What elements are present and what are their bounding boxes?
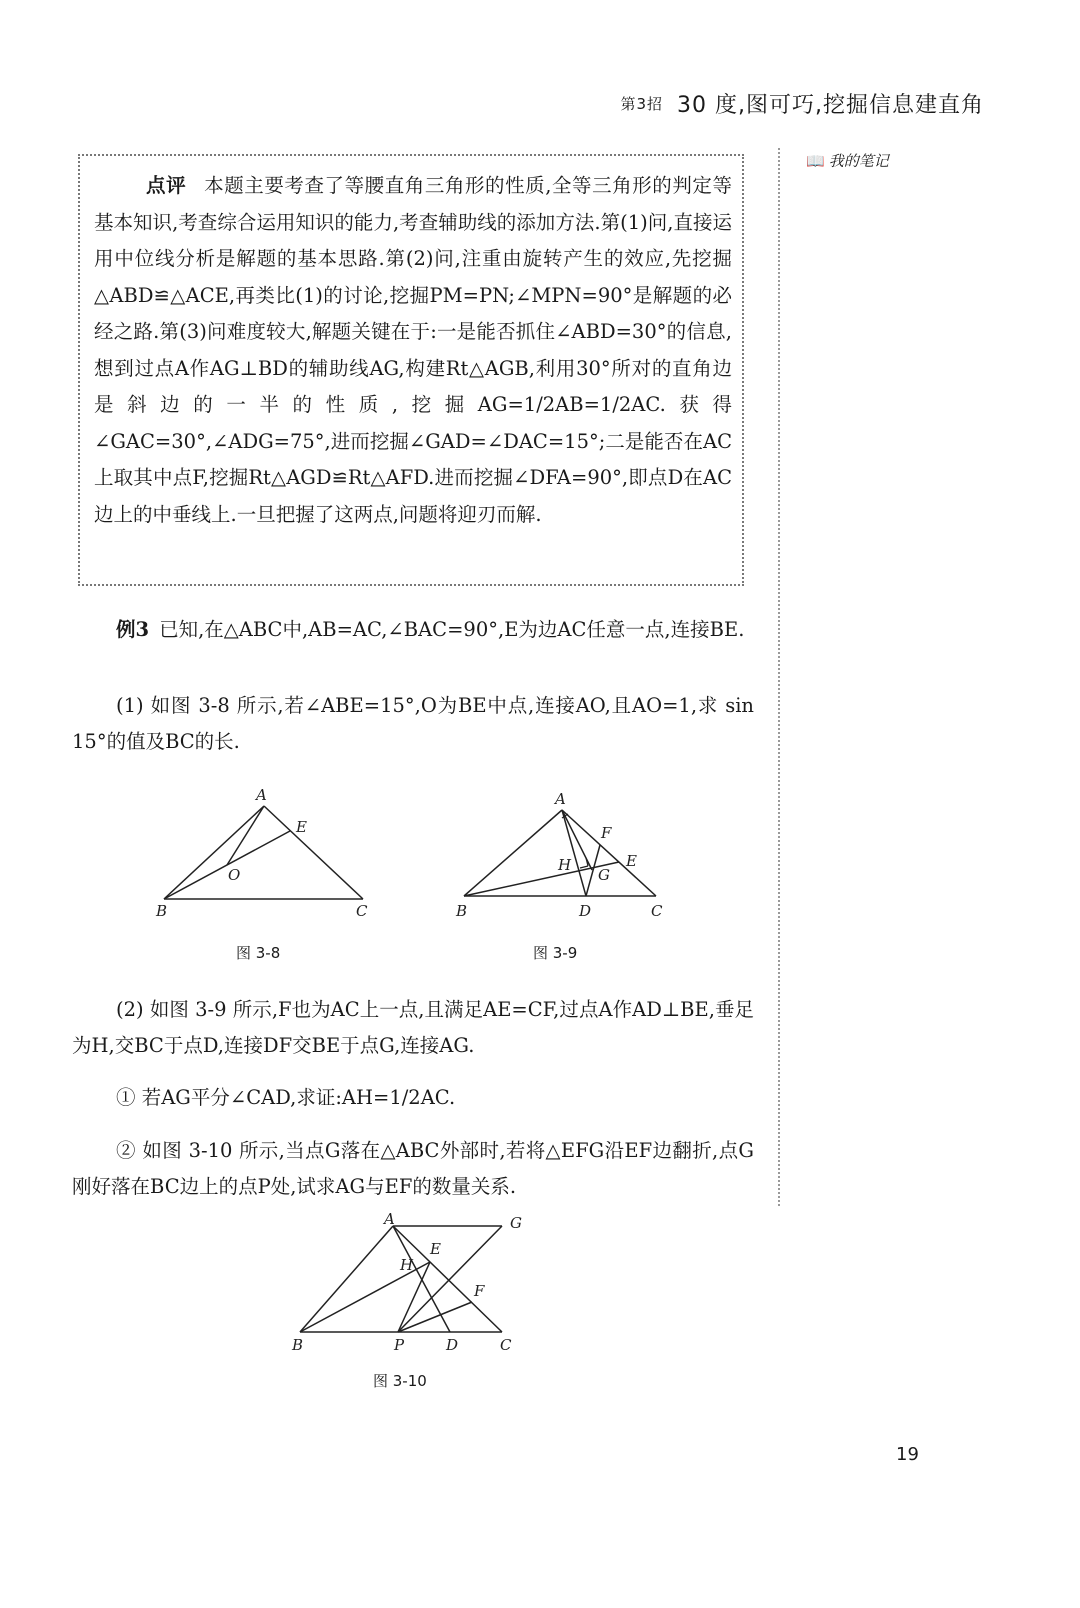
- review-box: [78, 154, 744, 586]
- segment-AB: [464, 810, 562, 896]
- label-O: O: [228, 866, 241, 884]
- figure-3-8: [150, 788, 380, 928]
- example-part2: (2) 如图 3-9 所示,F也为AC上一点,且满足AE=CF,过点A作AD⊥BE,垂足为H,交BC于点D,连接DF交BE于点G,连接AG.: [72, 998, 754, 1057]
- label-C: C: [651, 902, 663, 920]
- label-F: F: [601, 824, 612, 842]
- caption-figure-3-10: 图 3-10: [373, 1372, 427, 1390]
- label-D: D: [446, 1336, 459, 1354]
- label-D: D: [579, 902, 592, 920]
- label-E: E: [296, 818, 307, 836]
- label-A: A: [555, 790, 566, 808]
- segment-AB: [300, 1226, 393, 1332]
- right-angle-mark-1: [580, 866, 588, 868]
- example-sub1: ① 若AG平分∠CAD,求证:AH=1/2AC.: [116, 1086, 456, 1109]
- caption-figure-3-9: 图 3-9: [533, 944, 578, 962]
- segment-AC: [264, 806, 363, 899]
- figure-3-10: [288, 1210, 538, 1360]
- label-C: C: [500, 1336, 512, 1354]
- example-sub1-block: [72, 1080, 754, 1116]
- label-B: B: [456, 902, 468, 920]
- example-part2-block: [72, 992, 754, 1064]
- review-label: 点评: [146, 174, 187, 197]
- example-intro: 已知,在△ABC中,AB=AC,∠BAC=90°,E为边AC任意一点,连接BE.: [159, 618, 745, 641]
- chapter-title: 30 度,图可巧,挖掘信息建直角: [677, 93, 984, 118]
- caption-figure-3-8: 图 3-8: [236, 944, 281, 962]
- chapter-label: 第3招: [620, 95, 664, 113]
- label-A: A: [384, 1210, 395, 1228]
- label-B: B: [156, 902, 168, 920]
- running-header: [620, 88, 984, 119]
- example-sub2: ② 如图 3-10 所示,当点G落在△ABC外部时,若将△EFG沿EF边翻折,点G刚好落在BC边上的点P处,试求AG与EF的数量关系.: [72, 1139, 754, 1198]
- label-A: A: [256, 786, 267, 804]
- label-G: G: [598, 866, 610, 884]
- label-P: P: [394, 1336, 405, 1354]
- example-part1: (1) 如图 3-8 所示,若∠ABE=15°,O为BE中点,连接AO,且AO=1,求 sin 15°的值及BC的长.: [72, 694, 754, 753]
- label-C: C: [356, 902, 368, 920]
- label-H: H: [558, 856, 572, 874]
- figure-3-9: [452, 788, 682, 928]
- example-sub2-block: [72, 1133, 754, 1205]
- label-E: E: [626, 852, 637, 870]
- label-H: H: [400, 1256, 414, 1274]
- example-intro-block: [72, 612, 754, 648]
- example-label: 例3: [116, 618, 150, 641]
- segment-AD: [562, 810, 586, 896]
- review-paragraph: [94, 168, 732, 533]
- review-text: 本题主要考查了等腰直角三角形的性质,全等三角形的判定等基本知识,考查综合运用知识的能力,考查辅助线的添加方法.第(1)问,直接运用中位线分析是解题的基本思路.第(2)问,注重由旋转产生的效应,先挖掘△ABD≌△ACE,再类比(1)的讨论,挖掘PM=PN;∠MPN=90°是解题的必经之路.第(3)问难度较大,解题关键在于:一是能否抓住∠ABD=30°的信息,想到过点A作AG⊥BD的辅助线AG,构建Rt△AGB,利用30°所对的直角边是斜边的一半的性质,挖掘AG=1/2AB=1/2AC.获得∠GAC=30°,∠ADG=75°,进而挖掘∠GAD=∠DAC=15°;二是能否在AC上取其中点F,挖掘Rt△AGD≌Rt△AFD.进而挖掘∠DFA=90°,即点D在AC边上的中垂线上.一旦把握了这两点,问题将迎刃而解.: [94, 174, 732, 526]
- segment-BE: [464, 862, 619, 896]
- example-part1-block: [72, 688, 754, 760]
- notes-label-text: 我的笔记: [828, 152, 889, 170]
- notes-divider: [778, 148, 780, 1206]
- book-icon: 📖: [806, 152, 825, 170]
- page-number: 19: [896, 1444, 919, 1465]
- label-E: E: [430, 1240, 441, 1258]
- notes-column-label: [806, 150, 889, 171]
- label-B: B: [292, 1336, 304, 1354]
- label-F: F: [474, 1282, 485, 1300]
- label-G: G: [510, 1214, 522, 1232]
